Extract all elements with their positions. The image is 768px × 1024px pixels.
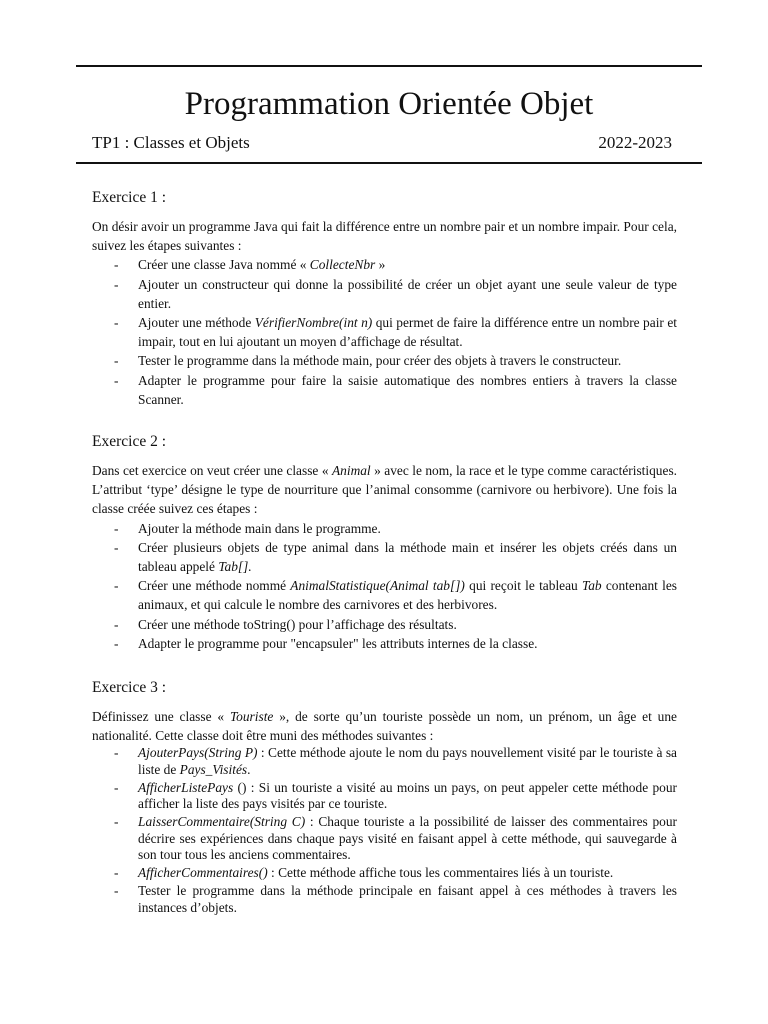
step-text: () : Si un touriste a visité au moins un pays, on peut appeler cette méthode pour afficher la liste des pays visités par ce touriste. xyxy=(138,779,677,812)
list-item: - Ajouter la méthode main dans le programme. xyxy=(114,520,381,536)
step-text: : Cette méthode ajoute le nom du pays nouvellement visité par le touriste à sa liste de xyxy=(138,745,677,778)
exercise-heading: Exercice 3 : xyxy=(92,679,167,697)
list-item: - Ajouter un constructeur qui donne la possibilité de créer un objet ayant une seule valeur de type entier. xyxy=(114,276,677,311)
exercise-1 xyxy=(92,188,677,409)
exercise-heading: Exercice 2 : xyxy=(92,433,167,451)
step-text: Créer plusieurs objets de type animal dans la méthode main et insérer les objets créés dans un tableau appelé xyxy=(138,539,677,575)
step-list xyxy=(92,745,677,916)
step-emphasis: VérifierNombre(int n) xyxy=(254,315,373,331)
list-item: - Adapter le programme pour "encapsuler" les attributs internes de la classe. xyxy=(114,635,538,651)
list-item: - LaisserCommentaire(String C) : Chaque touriste a la possibilité de laisser des commentaires pour décrire ses expériences dans chaque pays visité en faisant appel à cette méthode, qui sauvegarde à son tour tous les anciens commentaires. xyxy=(114,814,678,863)
document-title: Programmation Orientée Objet xyxy=(184,86,594,122)
step-text: Tester le programme dans la méthode main, pour créer des objets à travers le constructeur. xyxy=(138,353,622,369)
method-name: AjouterPays(String P) xyxy=(138,745,258,761)
exercise-3 xyxy=(92,678,677,916)
step-emphasis: AnimalStatistique(Animal tab[]) xyxy=(290,578,465,594)
list-item: - Tester le programme dans la méthode principale en faisant appel à ces méthodes à travers les instances d’objets. xyxy=(114,882,677,915)
document-subtitle: TP1 : Classes et Objets xyxy=(92,133,250,152)
step-text: . xyxy=(247,762,251,778)
exercise-heading: Exercice 1 : xyxy=(92,189,167,206)
step-text: qui reçoit le tableau xyxy=(464,578,582,594)
academic-year: 2022-2023 xyxy=(598,133,672,152)
list-item: - AjouterPays(String P) : Cette méthode ajoute le nom du pays nouvellement visité par le touriste à sa liste de Pays_Visités. xyxy=(114,745,677,778)
step-text: Créer une méthode toString() pour l’affichage des résultats. xyxy=(138,616,457,632)
list-item: - Adapter le programme pour faire la saisie automatique des nombres entiers à travers la classe Scanner. xyxy=(114,372,677,407)
header-rule xyxy=(76,162,702,164)
step-text: Tester le programme dans la méthode principale en faisant appel à ces méthodes à travers les instances d’objets. xyxy=(138,882,677,915)
step-list xyxy=(92,519,677,653)
list-item: - Créer une méthode nommé AnimalStatistique(Animal tab[]) qui reçoit le tableau Tab contenant les animaux, et qui calcule le nombre des carnivores et des herbivores. xyxy=(114,578,677,613)
step-text: Ajouter une méthode xyxy=(138,315,255,331)
method-name: AfficherListePays xyxy=(138,779,234,795)
step-text: Créer une méthode nommé xyxy=(138,578,291,594)
step-text: Ajouter la méthode main dans le programme. xyxy=(138,520,381,536)
step-text: qui permet de faire la différence entre un nombre pair et impair, tout en lui ajoutant un moyen d’affichage de résultat. xyxy=(138,315,677,350)
list-item: - Créer une classe Java nommé « CollecteNbr » xyxy=(114,257,386,273)
step-emphasis: Pays_Visités xyxy=(179,762,248,778)
step-text: Adapter le programme pour faire la saisie automatique des nombres entiers à travers la classe Scanner. xyxy=(138,372,677,407)
method-name: AfficherCommentaires() xyxy=(138,865,268,881)
exercise-2 xyxy=(92,432,677,653)
exercise-intro: Définissez une classe « Touriste », de sorte qu’un touriste possède un nom, un prénom, un âge et une nationalité. Cette classe doit être muni des méthodes suivantes : xyxy=(92,709,677,744)
step-list xyxy=(92,255,677,409)
exercise-intro: On désir avoir un programme Java qui fait la différence entre un nombre pair et un nombre impair. Pour cela, suivez les étapes suivantes : xyxy=(92,219,677,254)
step-emphasis: CollecteNbr xyxy=(309,257,376,273)
list-item: - AfficherListePays () : Si un touriste a visité au moins un pays, on peut appeler cette méthode pour afficher la liste des pays visités par ce touriste. xyxy=(114,779,677,812)
document-body xyxy=(92,188,677,917)
step-emphasis: Tab xyxy=(581,578,602,594)
list-item: - AfficherCommentaires() : Cette méthode affiche tous les commentaires liés à un touriste. xyxy=(114,865,614,881)
exercise-intro: Dans cet exercice on veut créer une classe « Animal » avec le nom, la race et le type comme caractéristiques. L’attribut ‘type’ désigne le type de nourriture que l’animal consomme (carnivore ou herbivore). Une fois la classe créée suivez ces étapes : xyxy=(92,463,678,517)
list-item: - Créer plusieurs objets de type animal dans la méthode main et insérer les objets créés dans un tableau appelé Tab[]. xyxy=(114,539,677,575)
step-text: Adapter le programme pour "encapsuler" les attributs internes de la classe. xyxy=(138,635,538,651)
method-name: LaisserCommentaire(String C) xyxy=(138,814,306,830)
list-item: - Créer une méthode toString() pour l’affichage des résultats. xyxy=(114,616,457,632)
step-text: Créer une classe Java nommé « xyxy=(138,257,310,273)
top-rule xyxy=(76,65,702,67)
step-text: » xyxy=(375,257,386,273)
step-text: : Chaque touriste a la possibilité de laisser des commentaires pour décrire ses expériences dans chaque pays visité en faisant appel à cette méthode, qui sauvegarde à son tour tous les anciens commentaires. xyxy=(138,814,678,863)
list-item: - Ajouter une méthode VérifierNombre(int n) qui permet de faire la différence entre un nombre pair et impair, tout en lui ajoutant un moyen d’affichage de résultat. xyxy=(114,315,677,350)
step-text: : Cette méthode affiche tous les commentaires liés à un touriste. xyxy=(267,865,614,881)
list-item: - Tester le programme dans la méthode main, pour créer des objets à travers le constructeur. xyxy=(114,353,622,369)
step-emphasis: Tab[]. xyxy=(218,559,252,575)
step-text: Ajouter un constructeur qui donne la possibilité de créer un objet ayant une seule valeur de type entier. xyxy=(138,276,677,311)
step-text: contenant les animaux, et qui calcule le nombre des carnivores et des herbivores. xyxy=(138,578,677,613)
